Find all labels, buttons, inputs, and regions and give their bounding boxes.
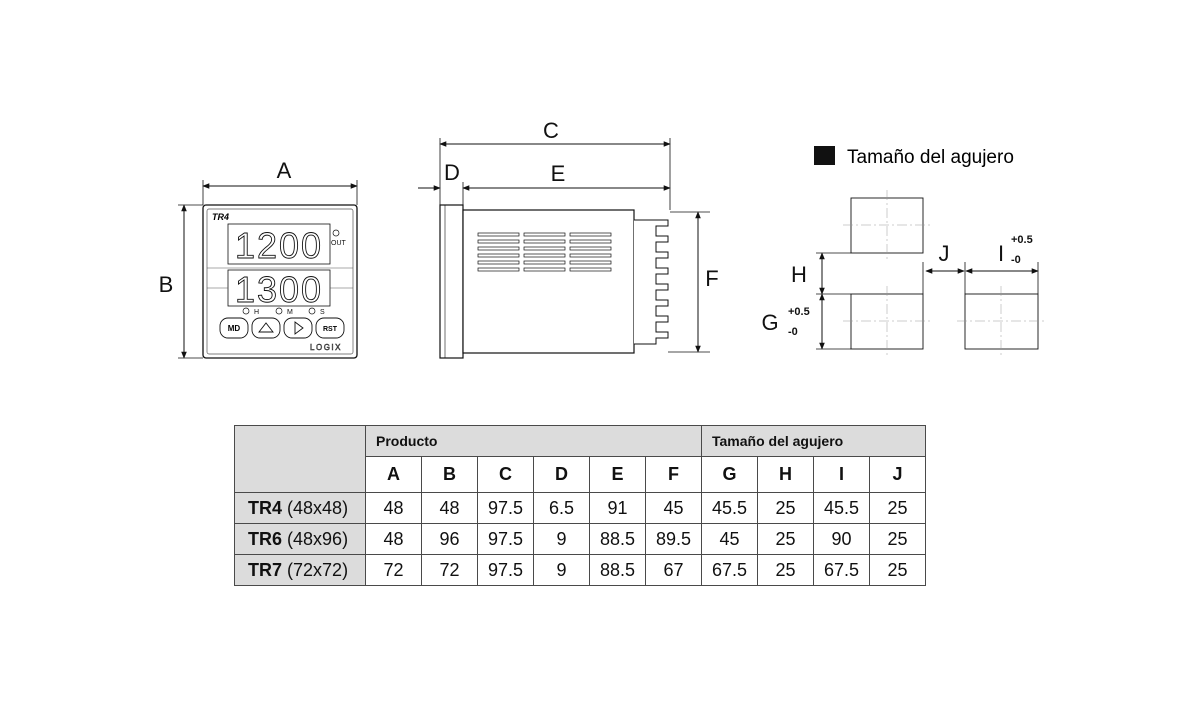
dim-c-label: C (543, 118, 559, 143)
cutout-view (761, 146, 1046, 357)
table-cell: 67.5 (702, 555, 758, 586)
column-header: A (366, 457, 422, 493)
table-cell: 48 (422, 493, 478, 524)
table-cell: 67.5 (814, 555, 870, 586)
md-button-label: MD (227, 324, 241, 333)
indicator-s: S (320, 309, 325, 316)
table-row (235, 493, 926, 524)
side-view (418, 118, 719, 358)
model-label: TR4 (212, 212, 230, 222)
tol-g-plus: +0.5 (788, 306, 810, 318)
out-label: OUT (331, 240, 346, 247)
group-header-cutout: Tamaño del agujero (702, 426, 926, 457)
rst-button-label: RST (323, 326, 337, 333)
table-cell: 25 (870, 493, 926, 524)
dim-g-label: G (761, 310, 779, 335)
table-cell: 89.5 (646, 524, 702, 555)
tol-i-plus: +0.5 (1011, 234, 1033, 246)
table-cell: 6.5 (534, 493, 590, 524)
table-cell: 97.5 (478, 493, 534, 524)
table-cell: 88.5 (590, 524, 646, 555)
table-cell: 25 (870, 555, 926, 586)
dim-e-label: E (550, 161, 566, 186)
table-cell: 72 (422, 555, 478, 586)
brand-logo: LOGIX (310, 343, 342, 352)
column-header: B (422, 457, 478, 493)
row-size: (48x96) (287, 528, 349, 549)
table-cell: 45.5 (814, 493, 870, 524)
tol-i-minus: -0 (1011, 254, 1021, 266)
display-bottom: 1300 (234, 269, 324, 310)
row-header (235, 555, 366, 586)
side-body (463, 210, 634, 353)
group-header-product: Producto (366, 426, 702, 457)
column-header: J (870, 457, 926, 493)
table-cell: 45.5 (702, 493, 758, 524)
indicator-h: H (254, 309, 260, 316)
row-model: TR4 (248, 497, 283, 518)
row-header (235, 524, 366, 555)
cutout-hole-right (965, 294, 1038, 349)
row-header (235, 493, 366, 524)
terminal-block (634, 220, 668, 344)
table-cell: 45 (646, 493, 702, 524)
dim-i-label: I (997, 241, 1005, 266)
table-cell: 25 (758, 524, 814, 555)
legend-square-icon (814, 146, 835, 165)
column-header: E (590, 457, 646, 493)
column-header: C (478, 457, 534, 493)
row-size: (48x48) (287, 497, 349, 518)
table-cell: 9 (534, 524, 590, 555)
table-cell: 48 (366, 524, 422, 555)
dim-b-label: B (158, 272, 174, 297)
table-cell: 97.5 (478, 555, 534, 586)
row-model: TR6 (248, 528, 283, 549)
column-header: D (534, 457, 590, 493)
table-row (235, 524, 926, 555)
table-cell: 67 (646, 555, 702, 586)
tol-g-minus: -0 (788, 326, 798, 338)
column-header: H (758, 457, 814, 493)
table-cell: 25 (758, 493, 814, 524)
dim-a-label: A (276, 158, 292, 183)
table-cell: 97.5 (478, 524, 534, 555)
front-view (159, 158, 357, 358)
column-header: F (646, 457, 702, 493)
column-header: G (702, 457, 758, 493)
display-top: 1200 (234, 225, 324, 266)
table-cell: 9 (534, 555, 590, 586)
table-cell: 72 (366, 555, 422, 586)
column-header: I (814, 457, 870, 493)
table-cell: 96 (422, 524, 478, 555)
table-row (235, 555, 926, 586)
row-model: TR7 (248, 559, 283, 580)
table-cell: 45 (702, 524, 758, 555)
dim-d-label: D (444, 160, 460, 185)
cutout-legend: Tamaño del agujero (847, 147, 1014, 168)
side-bezel (440, 205, 463, 358)
dim-f-label: F (705, 266, 719, 291)
table-cell: 88.5 (590, 555, 646, 586)
dim-h-label: H (791, 262, 807, 287)
table-corner (235, 426, 366, 493)
up-button (252, 318, 280, 338)
spec-table (234, 425, 926, 586)
dim-j-label: J (938, 241, 950, 266)
indicator-m: M (287, 309, 293, 316)
table-cell: 25 (758, 555, 814, 586)
table-cell: 91 (590, 493, 646, 524)
row-size: (72x72) (287, 559, 349, 580)
shift-button (284, 318, 312, 338)
table-cell: 90 (814, 524, 870, 555)
table-cell: 48 (366, 493, 422, 524)
table-cell: 25 (870, 524, 926, 555)
table-group-header-row (235, 426, 926, 457)
